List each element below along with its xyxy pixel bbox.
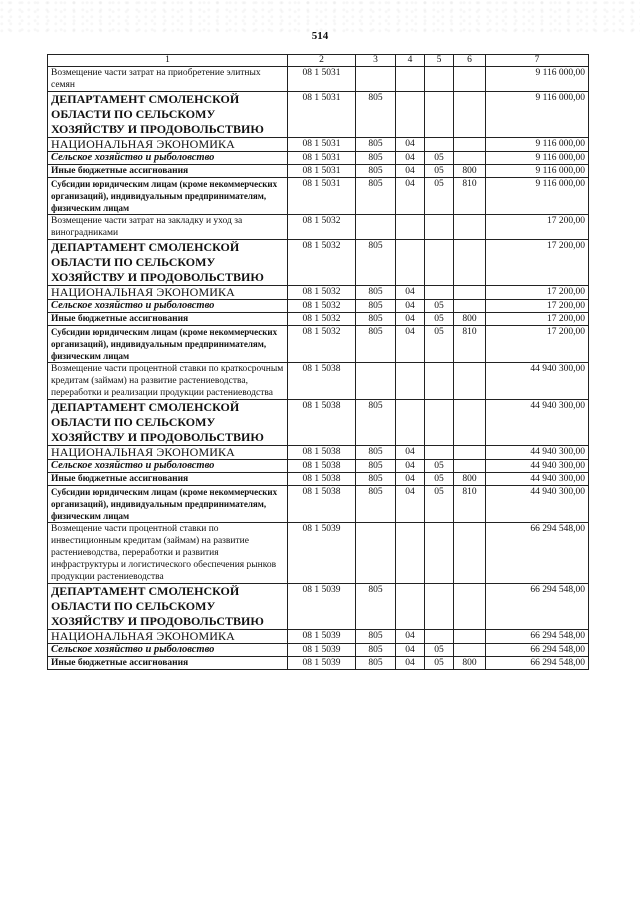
row-code: 08 1 5039 xyxy=(288,644,356,657)
header-col-6: 6 xyxy=(454,55,486,67)
row-name: Иные бюджетные ассигнования xyxy=(48,165,288,178)
row-section-code xyxy=(396,92,425,138)
row-code: 08 1 5032 xyxy=(288,326,356,363)
row-code: 08 1 5032 xyxy=(288,240,356,286)
table-row-budget xyxy=(48,657,589,670)
row-expense-type: 800 xyxy=(454,473,486,486)
table-row-budget xyxy=(48,473,589,486)
row-name: Сельское хозяйство и рыболовство xyxy=(48,152,288,165)
row-section-code: 04 xyxy=(396,286,425,300)
row-amount: 44 940 300,00 xyxy=(486,446,589,460)
row-subsection-code: 05 xyxy=(425,460,454,473)
row-subsection-code: 05 xyxy=(425,165,454,178)
row-section-code xyxy=(396,363,425,400)
row-subsection-code xyxy=(425,92,454,138)
row-subsection-code xyxy=(425,67,454,92)
row-subsection-code xyxy=(425,215,454,240)
row-code: 08 1 5038 xyxy=(288,446,356,460)
row-amount: 44 940 300,00 xyxy=(486,486,589,523)
header-col-2: 2 xyxy=(288,55,356,67)
row-expense-type: 810 xyxy=(454,486,486,523)
row-expense-type xyxy=(454,523,486,584)
row-code: 08 1 5032 xyxy=(288,286,356,300)
row-name: ДЕПАРТАМЕНТ СМОЛЕНСКОЙ ОБЛАСТИ ПО СЕЛЬСКОМУ ХОЗЯЙСТВУ И ПРОДОВОЛЬСТВИЮ xyxy=(48,584,288,630)
row-amount: 17 200,00 xyxy=(486,326,589,363)
row-name: Возмещение части затрат на закладку и уход за виноградниками xyxy=(48,215,288,240)
header-col-5: 5 xyxy=(425,55,454,67)
row-amount: 66 294 548,00 xyxy=(486,630,589,644)
row-expense-type: 810 xyxy=(454,326,486,363)
row-dept-code: 805 xyxy=(356,300,396,313)
row-dept-code: 805 xyxy=(356,460,396,473)
row-subsection-code: 05 xyxy=(425,486,454,523)
row-expense-type xyxy=(454,446,486,460)
table-row-subsidy xyxy=(48,486,589,523)
row-name: Субсидии юридическим лицам (кроме некоммерческих организаций), индивидуальным предпринимателям, физическим лицам xyxy=(48,326,288,363)
row-subsection-code: 05 xyxy=(425,313,454,326)
row-dept-code: 805 xyxy=(356,313,396,326)
row-amount: 66 294 548,00 xyxy=(486,523,589,584)
row-section-code: 04 xyxy=(396,630,425,644)
row-subsection-code: 05 xyxy=(425,326,454,363)
row-amount: 17 200,00 xyxy=(486,240,589,286)
row-expense-type xyxy=(454,92,486,138)
table-row-budget xyxy=(48,165,589,178)
page-number: 514 xyxy=(311,30,329,42)
row-code: 08 1 5031 xyxy=(288,178,356,215)
row-section-code xyxy=(396,67,425,92)
table-row-subsidy xyxy=(48,326,589,363)
row-expense-type: 800 xyxy=(454,313,486,326)
row-amount: 9 116 000,00 xyxy=(486,138,589,152)
table-row-subsection xyxy=(48,644,589,657)
row-name: НАЦИОНАЛЬНАЯ ЭКОНОМИКА xyxy=(48,138,288,152)
table-row-item xyxy=(48,67,589,92)
row-amount: 17 200,00 xyxy=(486,215,589,240)
row-section-code xyxy=(396,215,425,240)
row-amount: 9 116 000,00 xyxy=(486,92,589,138)
row-name: Субсидии юридическим лицам (кроме некоммерческих организаций), индивидуальным предпринимателям, физическим лицам xyxy=(48,486,288,523)
table-row-budget xyxy=(48,313,589,326)
row-section-code: 04 xyxy=(396,178,425,215)
row-amount: 66 294 548,00 xyxy=(486,584,589,630)
row-name: НАЦИОНАЛЬНАЯ ЭКОНОМИКА xyxy=(48,286,288,300)
row-section-code: 04 xyxy=(396,460,425,473)
row-amount: 17 200,00 xyxy=(486,313,589,326)
row-subsection-code xyxy=(425,523,454,584)
table-row-section xyxy=(48,630,589,644)
row-subsection-code xyxy=(425,400,454,446)
row-code: 08 1 5031 xyxy=(288,152,356,165)
table-row-subsidy xyxy=(48,178,589,215)
row-expense-type: 800 xyxy=(454,165,486,178)
row-dept-code: 805 xyxy=(356,486,396,523)
row-dept-code: 805 xyxy=(356,92,396,138)
row-amount: 44 940 300,00 xyxy=(486,400,589,446)
row-amount: 9 116 000,00 xyxy=(486,67,589,92)
row-subsection-code: 05 xyxy=(425,473,454,486)
row-expense-type xyxy=(454,67,486,92)
row-expense-type xyxy=(454,286,486,300)
row-code: 08 1 5038 xyxy=(288,363,356,400)
table-row-dept xyxy=(48,92,589,138)
row-code: 08 1 5031 xyxy=(288,138,356,152)
row-section-code xyxy=(396,523,425,584)
row-expense-type xyxy=(454,240,486,286)
row-section-code: 04 xyxy=(396,138,425,152)
row-dept-code: 805 xyxy=(356,657,396,670)
row-subsection-code: 05 xyxy=(425,178,454,215)
row-subsection-code xyxy=(425,286,454,300)
row-name: НАЦИОНАЛЬНАЯ ЭКОНОМИКА xyxy=(48,630,288,644)
row-section-code: 04 xyxy=(396,446,425,460)
row-amount: 66 294 548,00 xyxy=(486,657,589,670)
row-expense-type xyxy=(454,400,486,446)
row-code: 08 1 5031 xyxy=(288,67,356,92)
table-row-subsection xyxy=(48,460,589,473)
row-section-code: 04 xyxy=(396,657,425,670)
row-amount: 17 200,00 xyxy=(486,286,589,300)
row-section-code: 04 xyxy=(396,152,425,165)
row-dept-code: 805 xyxy=(356,240,396,286)
row-section-code xyxy=(396,400,425,446)
row-code: 08 1 5038 xyxy=(288,486,356,523)
row-dept-code: 805 xyxy=(356,473,396,486)
row-dept-code xyxy=(356,215,396,240)
row-amount: 44 940 300,00 xyxy=(486,473,589,486)
header-col-7: 7 xyxy=(486,55,589,67)
row-dept-code: 805 xyxy=(356,138,396,152)
row-amount: 9 116 000,00 xyxy=(486,178,589,215)
row-subsection-code xyxy=(425,240,454,286)
row-section-code xyxy=(396,584,425,630)
row-subsection-code xyxy=(425,363,454,400)
table-row-item xyxy=(48,523,589,584)
row-section-code: 04 xyxy=(396,473,425,486)
row-name: ДЕПАРТАМЕНТ СМОЛЕНСКОЙ ОБЛАСТИ ПО СЕЛЬСКОМУ ХОЗЯЙСТВУ И ПРОДОВОЛЬСТВИЮ xyxy=(48,240,288,286)
row-expense-type xyxy=(454,584,486,630)
row-dept-code: 805 xyxy=(356,152,396,165)
row-code: 08 1 5039 xyxy=(288,584,356,630)
row-subsection-code xyxy=(425,138,454,152)
row-name: Иные бюджетные ассигнования xyxy=(48,473,288,486)
row-expense-type xyxy=(454,630,486,644)
row-code: 08 1 5032 xyxy=(288,300,356,313)
header-col-3: 3 xyxy=(356,55,396,67)
row-expense-type xyxy=(454,138,486,152)
row-code: 08 1 5031 xyxy=(288,165,356,178)
row-code: 08 1 5031 xyxy=(288,92,356,138)
row-expense-type xyxy=(454,644,486,657)
row-name: Субсидии юридическим лицам (кроме некоммерческих организаций), индивидуальным предпринимателям, физическим лицам xyxy=(48,178,288,215)
table-row-section xyxy=(48,138,589,152)
row-section-code: 04 xyxy=(396,644,425,657)
row-dept-code: 805 xyxy=(356,644,396,657)
row-subsection-code: 05 xyxy=(425,300,454,313)
table-row-dept xyxy=(48,584,589,630)
row-name: Иные бюджетные ассигнования xyxy=(48,657,288,670)
budget-table xyxy=(47,54,589,670)
row-section-code: 04 xyxy=(396,300,425,313)
row-amount: 17 200,00 xyxy=(486,300,589,313)
row-dept-code: 805 xyxy=(356,286,396,300)
row-dept-code: 805 xyxy=(356,446,396,460)
row-name: Сельское хозяйство и рыболовство xyxy=(48,644,288,657)
row-amount: 66 294 548,00 xyxy=(486,644,589,657)
row-name: Возмещение части процентной ставки по краткосрочным кредитам (займам) на развитие растениеводства, переработки и реализации продукции растениеводства xyxy=(48,363,288,400)
row-code: 08 1 5039 xyxy=(288,657,356,670)
scan-noise xyxy=(0,0,640,34)
row-amount: 44 940 300,00 xyxy=(486,460,589,473)
row-amount: 44 940 300,00 xyxy=(486,363,589,400)
row-dept-code: 805 xyxy=(356,326,396,363)
row-dept-code xyxy=(356,363,396,400)
row-name: Возмещение части процентной ставки по инвестиционным кредитам (займам) на развитие растениеводства, переработки и развития инфраструктуры и логистического обеспечения рынков продукции растениеводства xyxy=(48,523,288,584)
table-row-dept xyxy=(48,400,589,446)
row-subsection-code: 05 xyxy=(425,152,454,165)
row-expense-type xyxy=(454,363,486,400)
row-code: 08 1 5032 xyxy=(288,215,356,240)
row-dept-code xyxy=(356,67,396,92)
row-section-code: 04 xyxy=(396,165,425,178)
table-row-item xyxy=(48,363,589,400)
row-code: 08 1 5038 xyxy=(288,460,356,473)
row-dept-code: 805 xyxy=(356,178,396,215)
row-expense-type: 810 xyxy=(454,178,486,215)
table-row-subsection xyxy=(48,152,589,165)
table-row-section xyxy=(48,446,589,460)
row-code: 08 1 5038 xyxy=(288,473,356,486)
row-dept-code: 805 xyxy=(356,584,396,630)
row-name: Иные бюджетные ассигнования xyxy=(48,313,288,326)
row-code: 08 1 5039 xyxy=(288,523,356,584)
row-dept-code: 805 xyxy=(356,630,396,644)
row-amount: 9 116 000,00 xyxy=(486,152,589,165)
table-row-item xyxy=(48,215,589,240)
table-row-subsection xyxy=(48,300,589,313)
header-col-1: 1 xyxy=(48,55,288,67)
row-subsection-code: 05 xyxy=(425,657,454,670)
header-row xyxy=(48,55,589,67)
row-dept-code xyxy=(356,523,396,584)
row-expense-type xyxy=(454,460,486,473)
row-code: 08 1 5038 xyxy=(288,400,356,446)
row-subsection-code: 05 xyxy=(425,644,454,657)
row-subsection-code xyxy=(425,584,454,630)
row-amount: 9 116 000,00 xyxy=(486,165,589,178)
row-code: 08 1 5032 xyxy=(288,313,356,326)
row-code: 08 1 5039 xyxy=(288,630,356,644)
table-row-section xyxy=(48,286,589,300)
row-name: Сельское хозяйство и рыболовство xyxy=(48,460,288,473)
row-section-code: 04 xyxy=(396,486,425,523)
row-section-code: 04 xyxy=(396,313,425,326)
row-dept-code: 805 xyxy=(356,400,396,446)
row-name: Сельское хозяйство и рыболовство xyxy=(48,300,288,313)
row-expense-type xyxy=(454,152,486,165)
table-row-dept xyxy=(48,240,589,286)
row-expense-type xyxy=(454,300,486,313)
row-section-code xyxy=(396,240,425,286)
row-name: ДЕПАРТАМЕНТ СМОЛЕНСКОЙ ОБЛАСТИ ПО СЕЛЬСКОМУ ХОЗЯЙСТВУ И ПРОДОВОЛЬСТВИЮ xyxy=(48,92,288,138)
row-name: НАЦИОНАЛЬНАЯ ЭКОНОМИКА xyxy=(48,446,288,460)
row-subsection-code xyxy=(425,446,454,460)
row-name: Возмещение части затрат на приобретение элитных семян xyxy=(48,67,288,92)
row-section-code: 04 xyxy=(396,326,425,363)
row-expense-type: 800 xyxy=(454,657,486,670)
header-col-4: 4 xyxy=(396,55,425,67)
row-dept-code: 805 xyxy=(356,165,396,178)
row-subsection-code xyxy=(425,630,454,644)
row-expense-type xyxy=(454,215,486,240)
row-name: ДЕПАРТАМЕНТ СМОЛЕНСКОЙ ОБЛАСТИ ПО СЕЛЬСКОМУ ХОЗЯЙСТВУ И ПРОДОВОЛЬСТВИЮ xyxy=(48,400,288,446)
